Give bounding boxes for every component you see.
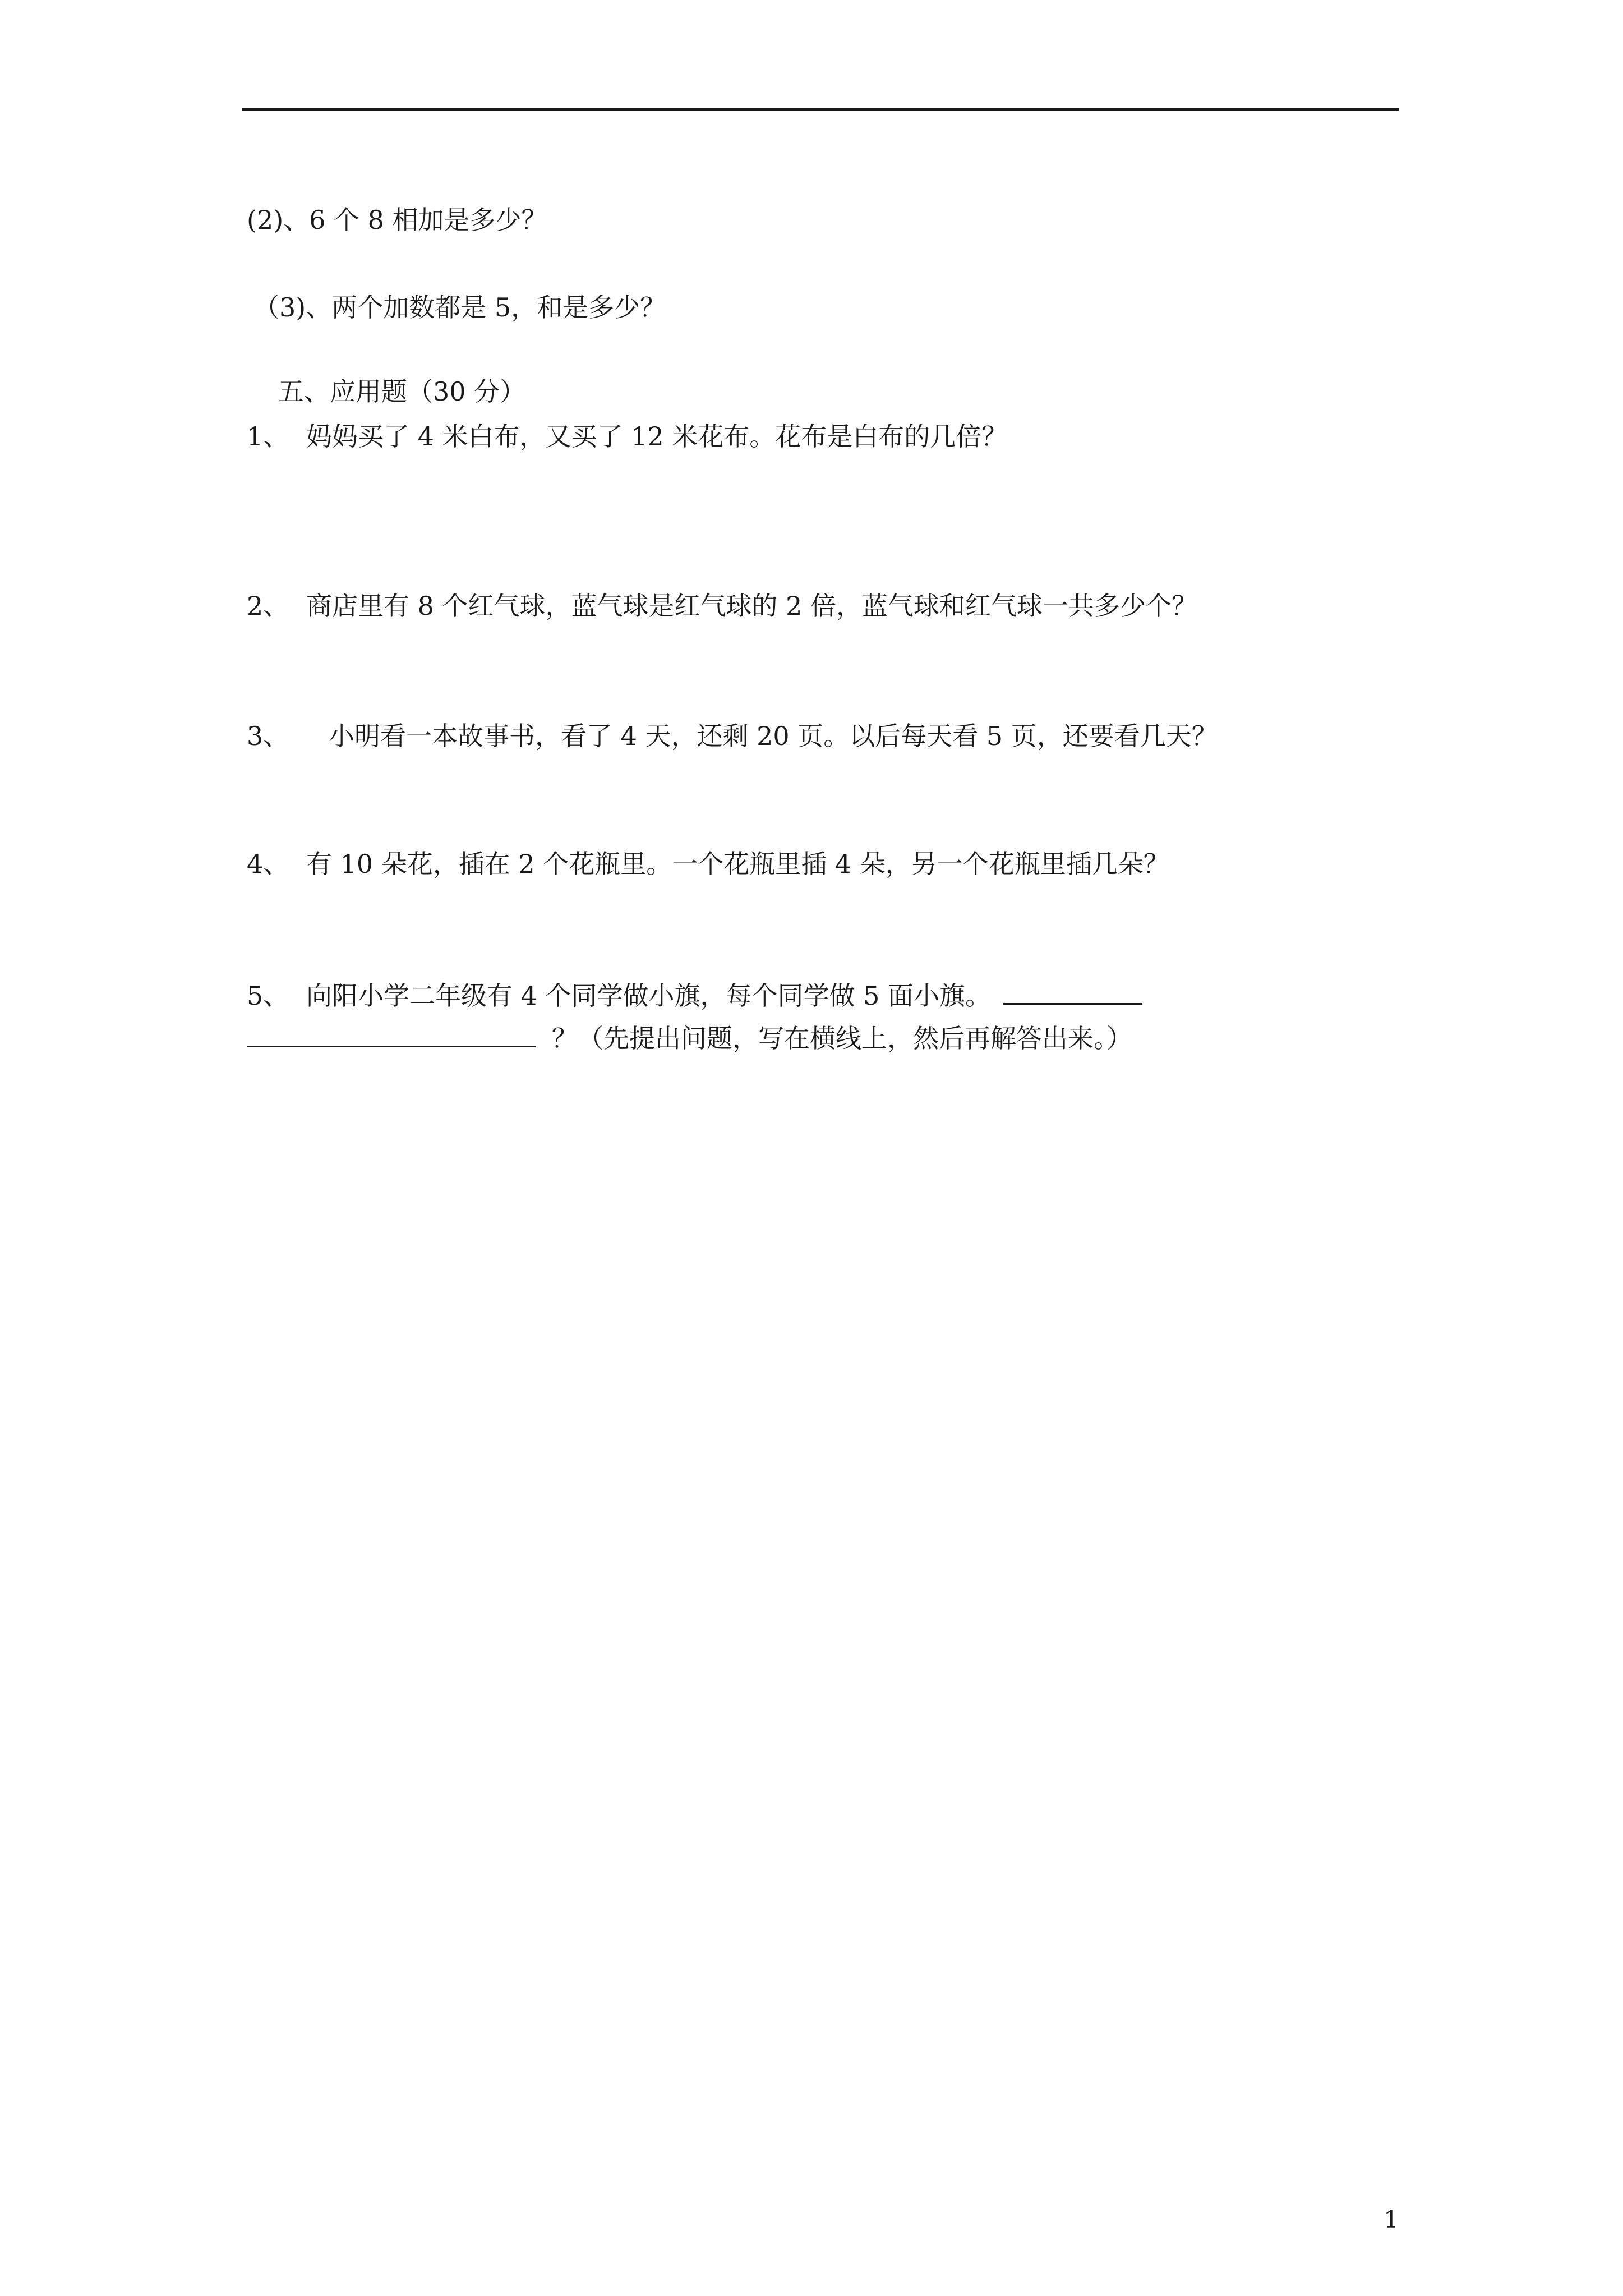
answer-blank[interactable]: [1003, 978, 1142, 1005]
problem-number: 2、: [247, 591, 289, 621]
problem-number: 5、: [247, 981, 289, 1011]
problem-number: 3、: [247, 721, 289, 751]
answer-blank[interactable]: [247, 1021, 536, 1047]
problem-text: 商店里有 8 个红气球，蓝气球是红气球的 2 倍，蓝气球和红气球一共多少个？: [306, 591, 1198, 621]
problem-text: 有 10 朵花，插在 2 个花瓶里。一个花瓶里插 4 朵，另一个花瓶里插几朵？: [306, 849, 1169, 879]
word-problem-5-continuation: [247, 1021, 1132, 1055]
page-number: 1: [1384, 2206, 1399, 2233]
section-5-heading: 五、应用题（30 分）: [278, 376, 526, 407]
problem-text: 妈妈买了 4 米白布，又买了 12 米花布。花布是白布的几倍？: [306, 421, 1008, 452]
problem-number: 4、: [247, 849, 289, 879]
question-4-3: （3)、两个加数都是 5，和是多少？: [253, 292, 666, 323]
word-problem-3: [247, 719, 1218, 753]
word-problem-1: [247, 420, 1007, 453]
word-problem-2: [247, 589, 1197, 623]
question-4-2: (2)、6 个 8 相加是多少？: [247, 205, 547, 235]
problem-text: 小明看一本故事书，看了 4 天，还剩 20 页。以后每天看 5 页，还要看几天？: [329, 721, 1218, 751]
header-rule: [242, 108, 1399, 111]
problem-number: 1、: [247, 421, 289, 452]
problem-text: 向阳小学二年级有 4 个同学做小旗，每个同学做 5 面小旗。: [306, 981, 992, 1011]
problem-continuation-text: ？（先提出问题，写在横线上，然后再解答出来。）: [552, 1023, 1132, 1053]
word-problem-4: [247, 847, 1169, 881]
word-problem-5: [247, 978, 1142, 1013]
